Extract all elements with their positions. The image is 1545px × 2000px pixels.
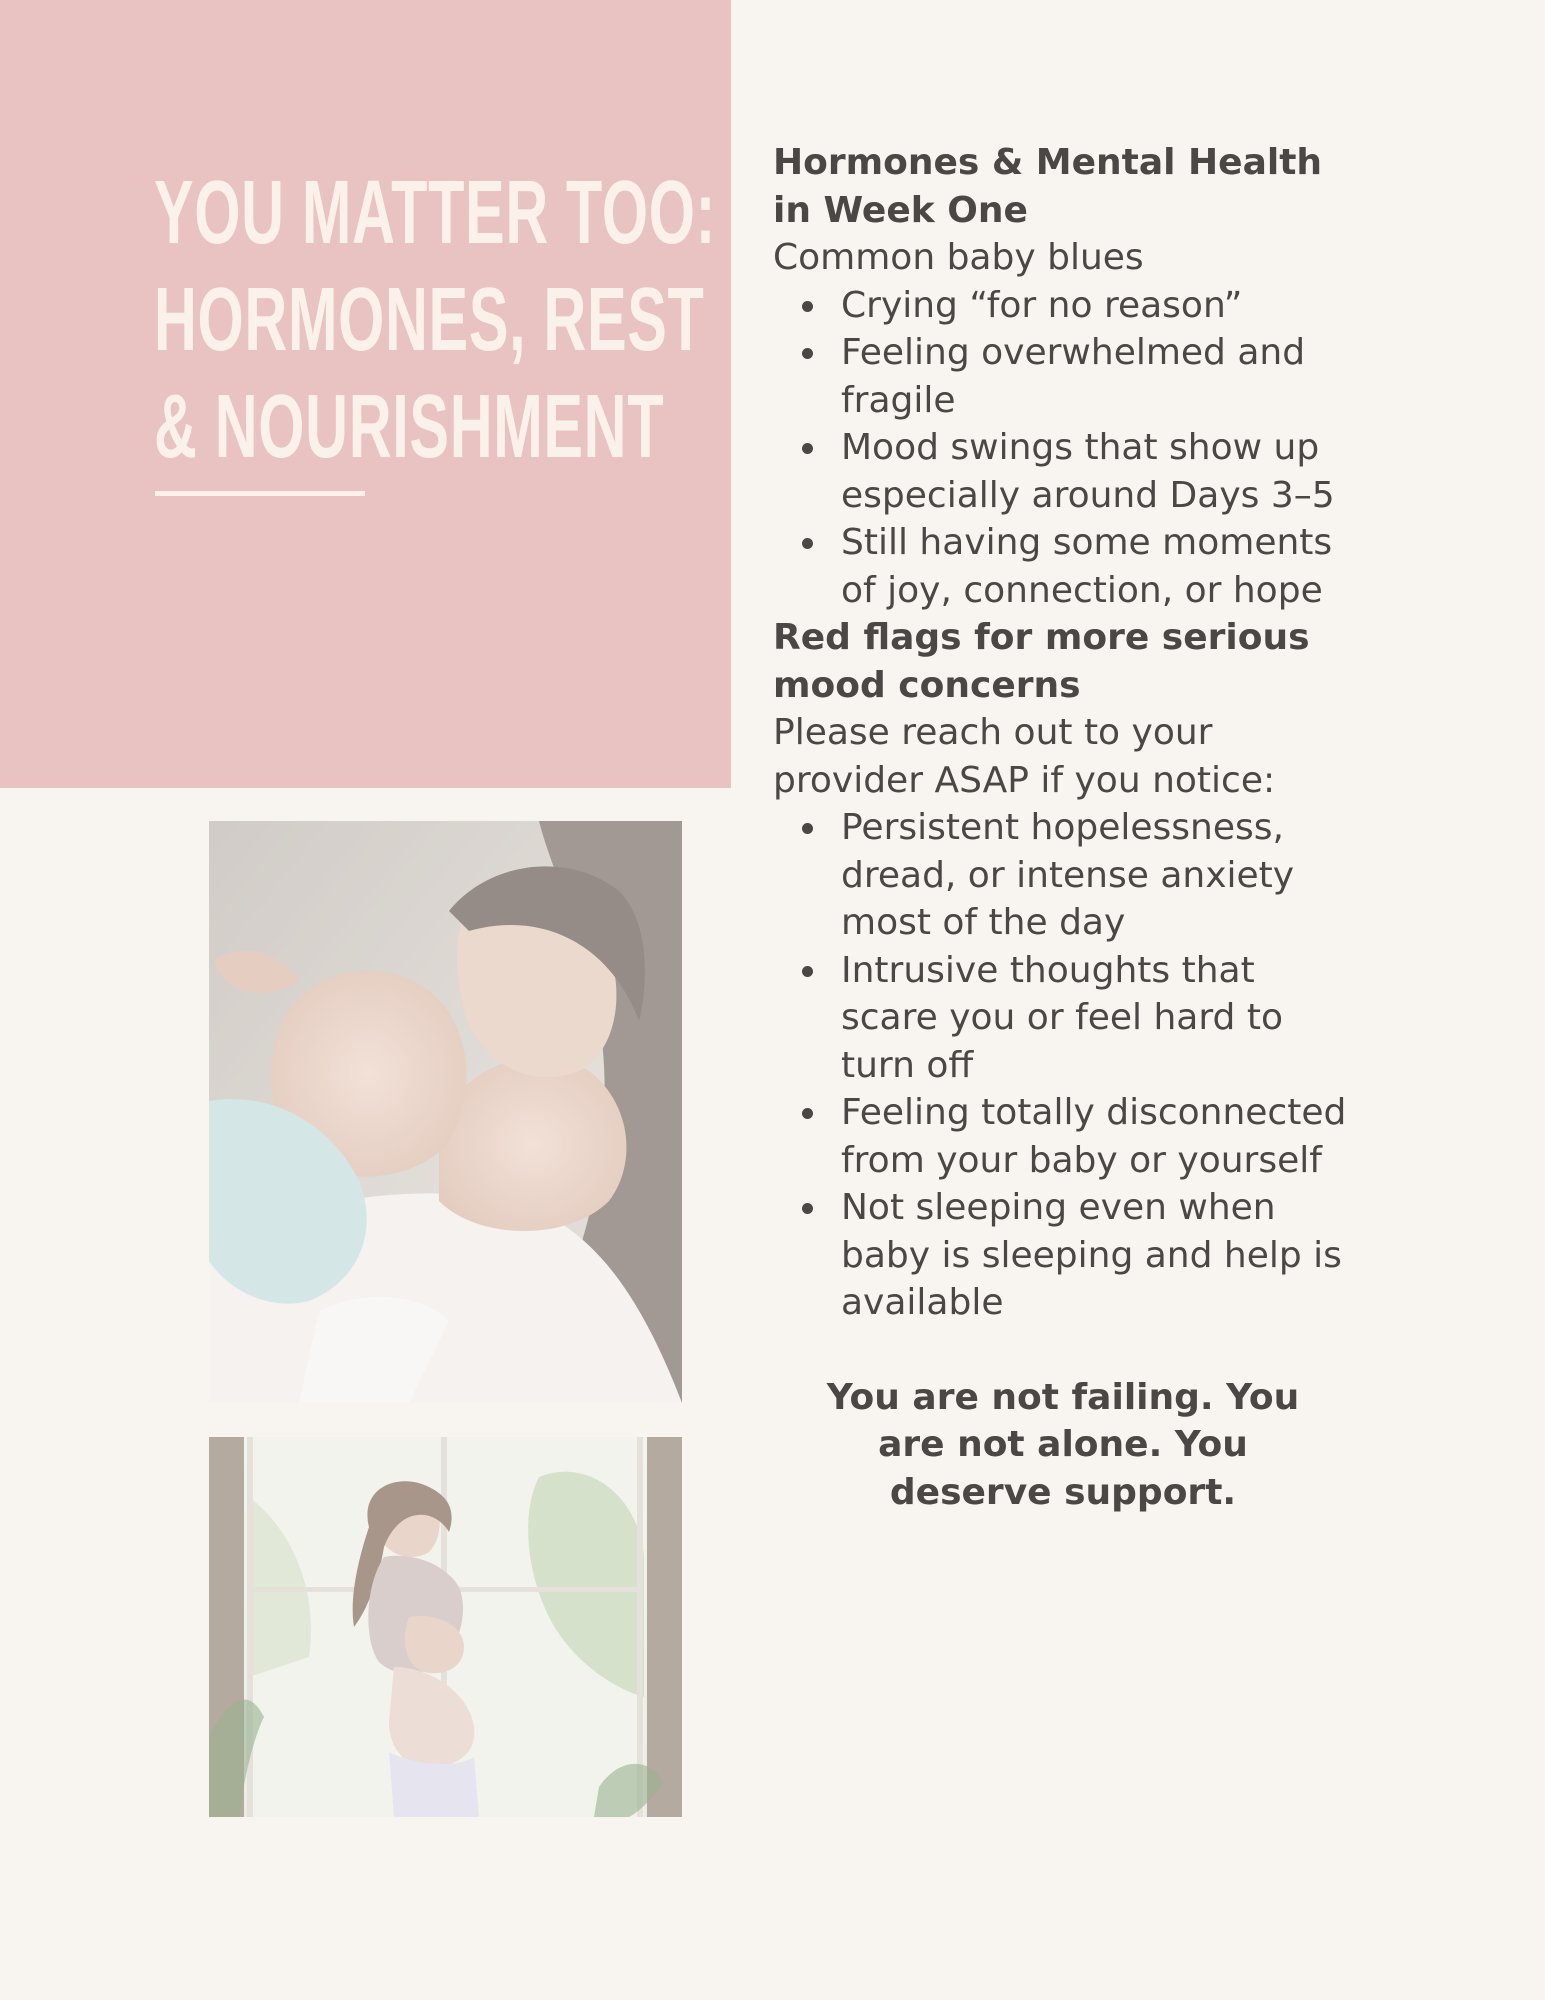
mother-holding-newborn-photo <box>209 821 682 1403</box>
list-item: Feeling totally disconnected from your baby or yourself <box>773 1089 1353 1184</box>
title-line-3: & NOURISHMENT <box>154 377 665 477</box>
list-item: Crying “for no reason” <box>773 282 1353 330</box>
red-flags-intro: Please reach out to your provider ASAP if you notice: <box>773 712 1276 801</box>
list-item: Persistent hopelessness, dread, or intense anxiety most of the day <box>773 804 1353 947</box>
page-title <box>154 160 717 481</box>
list-item: Feeling overwhelmed and fragile <box>773 329 1353 424</box>
pregnant-woman-holding-newborn-photo <box>209 1437 682 1817</box>
section-subheading-baby-blues: Common baby blues <box>773 237 1144 278</box>
title-underline <box>155 491 365 496</box>
main-content <box>773 139 1353 1516</box>
list-item: Mood swings that show up especially around Days 3–5 <box>773 424 1353 519</box>
red-flags-list <box>773 804 1353 1327</box>
list-item: Still having some moments of joy, connection, or hope <box>773 519 1353 614</box>
title-line-2: HORMONES, REST <box>154 270 705 370</box>
title-line-1: YOU MATTER TOO: <box>154 163 717 263</box>
section-heading-red-flags: Red flags for more serious mood concerns <box>773 617 1310 706</box>
section-heading-hormones: Hormones & Mental Health in Week One <box>773 142 1323 231</box>
list-item: Not sleeping even when baby is sleeping and help is available <box>773 1184 1353 1327</box>
baby-blues-list <box>773 282 1353 615</box>
closing-message: You are not failing. You are not alone. You deserve support. <box>826 1376 1300 1513</box>
list-item: Intrusive thoughts that scare you or feel hard to turn off <box>773 947 1353 1090</box>
